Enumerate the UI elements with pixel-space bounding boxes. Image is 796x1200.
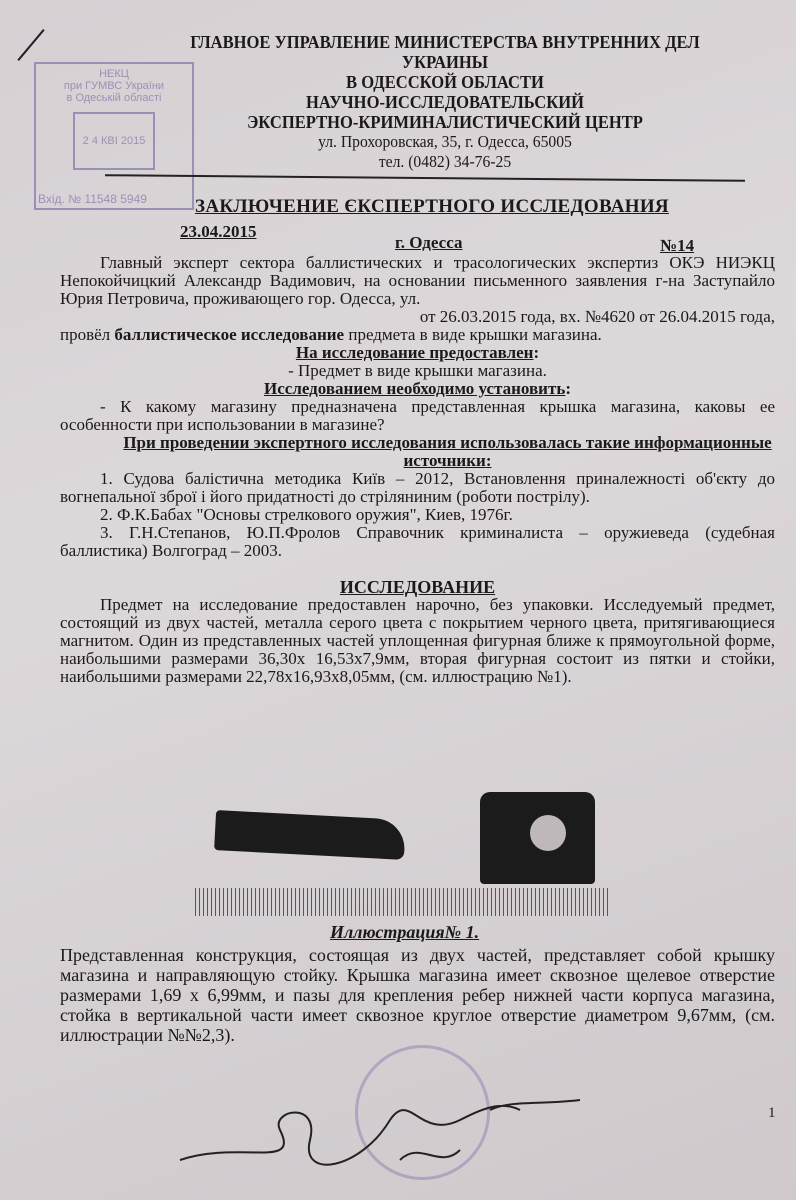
letterhead-line: УКРАИНЫ (401, 52, 489, 72)
stamp-line: НЕКЦ (99, 68, 129, 80)
text: предмета в виде крышки магазина. (344, 325, 602, 344)
intro (60, 254, 775, 686)
letterhead-line: ЭКСПЕРТНО-КРИМИНАЛИСТИЧЕСКИЙ ЦЕНТР (247, 112, 643, 132)
letterhead-line: ГЛАВНОЕ УПРАВЛЕНИЕ МИНИСТЕРСТВА ВНУТРЕННИХ ДЕЛ (190, 32, 700, 52)
stamp-line: при ГУМВС України (63, 80, 165, 92)
stamp-line: в Одеській області (66, 92, 162, 104)
document-city: г. Одесса (395, 233, 463, 252)
letterhead-phone: тел. (0482) 34-76-25 (378, 152, 512, 171)
provided-item: - Предмет в виде крышки магазина. (288, 361, 547, 380)
source-item: 3. Г.Н.Степанов, Ю.П.Фролов Справочник криминалиста – оружиеведа (судебная баллистика) Волгоград – 2003. (60, 523, 775, 560)
document-number: №14 (660, 236, 695, 255)
divider (105, 174, 745, 182)
scale-ruler (195, 888, 610, 916)
document-date: 23.04.2015 (180, 222, 257, 241)
heading-text: При проведении экспертного исследования использовалась такие информационные источники (123, 433, 772, 470)
source-item: 2. Ф.К.Бабах "Основы стрелкового оружия", Киев, 1976г. (100, 505, 513, 524)
corner-mark (17, 29, 44, 61)
letterhead-address: ул. Прохоровская, 35, г. Одесса, 65005 (318, 132, 572, 151)
intro-dates: от 26.03.2015 года, вх. №4620 от 26.04.2015 года, (419, 307, 775, 326)
stamp-incoming-number: Вхід. № 11548 5949 (38, 192, 147, 206)
task-heading: Исследованием необходимо установить: (264, 379, 571, 398)
letterhead-line: НАУЧНО-ИССЛЕДОВАТЕЛЬСКИЙ (305, 92, 584, 112)
signature (160, 1080, 620, 1190)
source-item: 1. Судова балістична методика Київ – 2012, Встановлення приналежності об'єкту до вогнепальної зброї і його придатності до стріляниним (роботи пострілу). (60, 469, 775, 506)
illustration-caption: Иллюстрация№ 1. (330, 922, 480, 942)
intro-conclusion (60, 326, 775, 344)
sources-heading: При проведении экспертного исследования использовалась такие информационные источники: (123, 433, 772, 470)
heading-text: Исследованием необходимо установить (264, 379, 566, 398)
intro-paragraph: Главный эксперт сектора баллистических и трасологических экспертиз ОКЭ НИЭКЦ Непокойчицкий Александр Вадимович, на основании письменного заявления г-на Заступайло Юрия Петровича, проживающего гор. Одесса, ул. (60, 253, 775, 308)
provided-heading: На исследование предоставлен: (295, 343, 540, 362)
bold-text: баллистическое исследование (114, 325, 345, 344)
magazine-cover-photo (214, 810, 406, 860)
page-number: 1 (768, 1105, 776, 1121)
research-heading: ИССЛЕДОВАНИЕ (339, 577, 496, 597)
letterhead (146, 32, 744, 172)
text: провёл (60, 325, 115, 344)
letterhead-line: В ОДЕССКОЙ ОБЛАСТИ (346, 72, 544, 92)
stamp-date: 2 4 КВІ 2015 (73, 112, 155, 170)
heading-text: На исследование предоставлен (295, 343, 534, 362)
research-paragraph-2: Представленная конструкция, состоящая из двух частей, представляет собой крышку магазина и направляющую стойку. Крышка магазина имеет сквозное щелевое отверстие размерами 1,69 х 6,99мм, и пазы для крепления ребер нижней части корпуса магазина, стойка в вертикальной части имеет сквозное круглое отверстие диаметром 9,67мм, (см. иллюстрации №№2,3). (60, 945, 775, 1045)
guide-post-hole (530, 815, 566, 851)
task-text: - К какому магазину предназначена представленная крышка магазина, каковы ее особенности при использовании в магазине? (60, 397, 775, 434)
research-paragraph: Предмет на исследование предоставлен нарочно, без упаковки. Исследуемый предмет, состоящий из двух частей, металла серого цвета с покрытием черного цвета, притягивающиеся магнитом. Один из представленных частей уплощенная фигурная ближе к прямоугольной форме, наибольшими размерами 36,30х 16,53х7,9мм, вторая фигурная состоит из пятки и стойки, наибольшими размерами 22,78х16,93х8,05мм, (см. иллюстрацию №1). (60, 595, 775, 686)
document-title: ЗАКЛЮЧЕНИЕ ЄКСПЕРТНОГО ИССЛЕДОВАНИЯ (195, 196, 669, 217)
